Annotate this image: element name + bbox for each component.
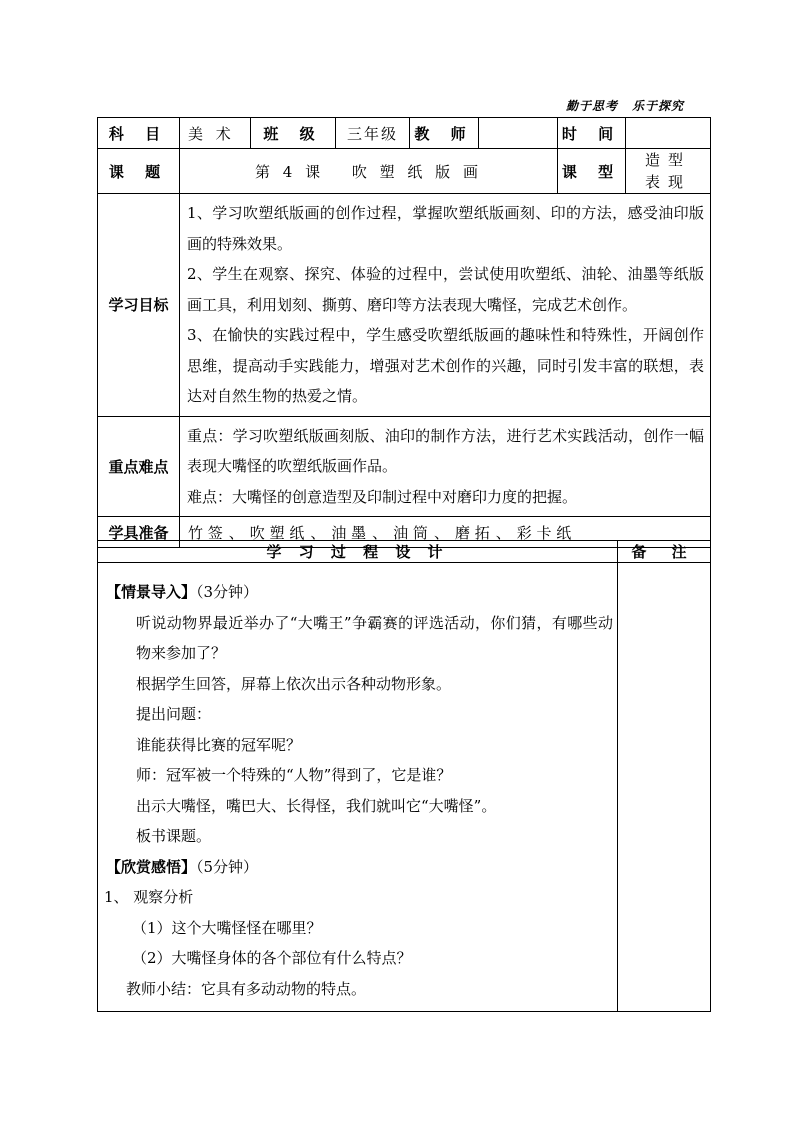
lesson-label: 课 题 [98,149,180,194]
lesson-title: 第 4 课 吹 塑 纸 版 画 [180,149,558,194]
key-points-label: 重点难点 [98,416,180,517]
process-line: 听说动物界最近举办了“大嘴王”争霸赛的评选活动，你们猜，有哪些动物来参加了？ [136,613,613,662]
goals-row [98,194,711,417]
class-value: 三年级 [336,118,410,149]
tool-item: 油 墨 [331,523,367,542]
goals-content [180,194,711,417]
time-label: 时 间 [558,118,626,149]
tool-separator: 、 [433,523,449,542]
lesson-info-table [97,117,711,548]
lesson-type-line2: 表现 [644,173,691,191]
motto-right: 乐于探究 [632,99,685,113]
lesson-type-line1: 造型 [644,151,691,169]
header-motto [566,97,684,114]
process-line: 提出问题： [136,705,212,723]
tool-item: 竹 签 [188,523,223,542]
section1-title: 【情景导入】 [106,583,197,601]
tool-item: 彩 卡 纸 [516,523,572,542]
process-content [98,563,618,1012]
teacher-label: 教 师 [410,118,479,149]
lesson-row [98,149,711,194]
process-line: 出示大嘴怪，嘴巴大、长得怪，我们就叫它“大嘴怪”。 [136,796,497,815]
goal-item: 1、学习吹塑纸版画的创作过程，掌握吹塑纸版画刻、印的方法，感受油印版画的特殊效果。 [187,204,704,253]
process-line: 板书课题。 [136,827,212,845]
lesson-type-value [626,149,711,194]
process-line: 谁能获得比赛的冠军呢？ [136,735,302,754]
key-point-item: 重点：学习吹塑纸版画刻版、油印的制作方法，进行艺术实践活动，创作一幅表现大嘴怪的吹塑纸版画作品。 [187,426,704,475]
process-body-row [98,563,711,1012]
subject-label: 科 目 [98,118,180,149]
info-row [98,118,711,149]
question-item: （2）大嘴怪身体的各个部位有什么特点？ [132,949,412,967]
tool-item: 吹 塑 纸 [249,523,305,542]
teacher-value [479,118,558,149]
tool-separator: 、 [310,523,326,542]
notes-cell [618,563,711,1012]
tool-separator: 、 [372,523,388,542]
key-points-row [98,416,711,517]
question-item: （1）这个大嘴怪怪在哪里？ [132,918,322,937]
tool-item: 油 筒 [393,523,428,542]
lesson-type-label: 课 型 [558,149,626,194]
section-title [104,577,613,608]
tool-separator: 、 [228,523,244,542]
process-line: 师：冠军被一个特殊的“人物”得到了，它是谁？ [136,766,452,784]
goal-item: 3、在愉快的实践过程中，学生感受吹塑纸版画的趣味性和特殊性，开阔创作思维，提高动手实践能力，增强对艺术创作的兴趣，同时引发丰富的联想，表达对自然生物的热爱之情。 [187,326,704,405]
teacher-summary: 教师小结：它具有多动动物的特点。 [126,979,367,998]
motto-left: 勤于思考 [566,99,619,113]
process-table [97,540,711,1012]
section1-time: （3分钟） [196,583,259,601]
process-line: 根据学生回答，屏幕上依次出示各种动物形象。 [136,674,452,693]
section2-title: 【欣赏感悟】 [106,857,197,876]
process-header: 学 习 过 程 设 计 [98,541,618,563]
goals-label: 学习目标 [98,194,180,417]
class-label: 班 级 [251,118,336,149]
tools-label: 学具准备 [98,517,180,548]
section2-sub: 1、 观察分析 [104,888,194,906]
subject-value: 美 术 [180,118,251,149]
key-points-content [180,416,711,517]
goal-item: 2、学生在观察、探究、体验的过程中，尝试使用吹塑纸、油轮、油墨等纸版画工具，利用划刻、撕剪、磨印等方法表现大嘴怪，完成艺术创作。 [187,265,704,314]
section2-time: （5分钟） [196,857,259,876]
section-title [104,852,613,883]
tool-item: 磨 拓 [454,523,490,542]
time-value [626,118,711,149]
difficulty-item: 难点：大嘴怪的创意造型及印制过程中对磨印力度的把握。 [187,487,578,506]
tool-separator: 、 [495,523,511,542]
process-header-row [98,541,711,563]
notes-header: 备 注 [618,541,711,563]
